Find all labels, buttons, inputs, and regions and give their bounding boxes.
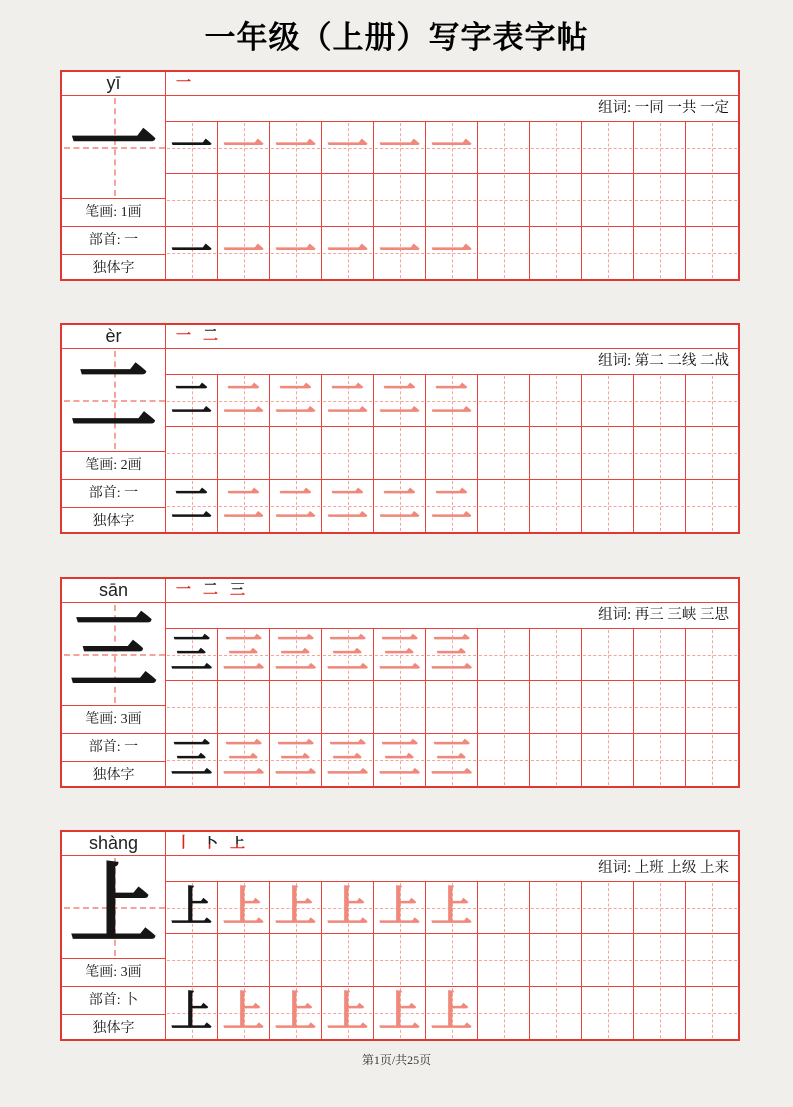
practice-cell xyxy=(530,987,582,1039)
model-character: 二 xyxy=(69,351,158,448)
block-right-column xyxy=(166,832,738,1039)
practice-cell xyxy=(530,882,582,934)
practice-cell xyxy=(530,681,582,733)
practice-cell xyxy=(322,375,374,427)
practice-cell xyxy=(478,480,530,532)
practice-cell xyxy=(686,427,738,479)
practice-cell xyxy=(426,882,478,934)
character-block xyxy=(60,323,740,534)
practice-cell xyxy=(582,122,634,174)
practice-character-traceable: 二 xyxy=(430,377,473,424)
practice-cell xyxy=(166,934,218,986)
practice-character-traceable: 上 xyxy=(326,884,369,931)
practice-cell xyxy=(478,427,530,479)
model-character: 一 xyxy=(69,98,158,195)
practice-cell xyxy=(478,987,530,1039)
practice-character-traceable: 一 xyxy=(378,124,421,171)
practice-character-black: 上 xyxy=(170,884,213,931)
practice-cell xyxy=(270,734,322,786)
practice-cell xyxy=(322,934,374,986)
practice-cell xyxy=(426,174,478,226)
practice-character-black: 三 xyxy=(170,631,213,678)
practice-cell xyxy=(634,987,686,1039)
stroke-order-step: 二 xyxy=(203,582,219,598)
practice-cell xyxy=(478,734,530,786)
practice-cell xyxy=(530,375,582,427)
practice-character-traceable: 三 xyxy=(378,736,421,783)
practice-cell xyxy=(322,227,374,279)
practice-cell xyxy=(634,882,686,934)
practice-cell xyxy=(426,427,478,479)
practice-cell xyxy=(686,934,738,986)
practice-cell xyxy=(426,227,478,279)
practice-character-traceable: 一 xyxy=(430,229,473,276)
practice-character-traceable: 上 xyxy=(222,989,265,1036)
block-right-column xyxy=(166,72,738,279)
practice-character-traceable: 二 xyxy=(378,377,421,424)
practice-cell xyxy=(374,681,426,733)
practice-cell xyxy=(530,227,582,279)
structure-label: 独体字 xyxy=(92,1021,135,1036)
practice-cell xyxy=(478,629,530,681)
practice-character-traceable: 一 xyxy=(274,124,317,171)
pinyin-label: shàng xyxy=(62,832,165,856)
practice-character-traceable: 二 xyxy=(326,482,369,529)
practice-cell xyxy=(686,174,738,226)
stroke-order-step: 上 xyxy=(230,835,246,851)
practice-character-black: 二 xyxy=(170,482,213,529)
practice-cell xyxy=(270,174,322,226)
practice-grid xyxy=(166,629,738,786)
practice-character-traceable: 上 xyxy=(378,884,421,931)
block-left-column xyxy=(62,579,166,786)
practice-cell xyxy=(218,882,270,934)
practice-cell xyxy=(426,480,478,532)
model-character: 上 xyxy=(69,858,158,955)
practice-cell xyxy=(322,882,374,934)
model-character-cell xyxy=(62,349,165,452)
practice-cell xyxy=(634,174,686,226)
practice-character-traceable: 三 xyxy=(222,631,265,678)
practice-cell xyxy=(322,681,374,733)
practice-cell xyxy=(426,681,478,733)
character-block xyxy=(60,577,740,788)
structure-label: 独体字 xyxy=(92,768,135,783)
practice-cell xyxy=(634,934,686,986)
practice-cell xyxy=(686,882,738,934)
practice-cell xyxy=(218,934,270,986)
practice-character-traceable: 一 xyxy=(378,229,421,276)
block-left-column xyxy=(62,72,166,279)
practice-character-traceable: 一 xyxy=(326,124,369,171)
practice-cell xyxy=(270,934,322,986)
stroke-order-row xyxy=(166,72,738,96)
stroke-order-step: 一 xyxy=(176,328,192,344)
practice-cell xyxy=(582,427,634,479)
radical-label: 部首: 一 xyxy=(62,480,165,508)
practice-cell xyxy=(166,122,218,174)
practice-cell xyxy=(686,480,738,532)
practice-cell xyxy=(322,480,374,532)
character-block xyxy=(60,830,740,1041)
practice-cell xyxy=(166,480,218,532)
practice-cell xyxy=(166,987,218,1039)
practice-character-black: 三 xyxy=(170,736,213,783)
practice-character-traceable: 上 xyxy=(222,884,265,931)
block-left-column xyxy=(62,325,166,532)
practice-cell xyxy=(218,227,270,279)
practice-cell xyxy=(530,734,582,786)
practice-cell xyxy=(634,681,686,733)
practice-cell xyxy=(478,882,530,934)
practice-cell xyxy=(634,480,686,532)
practice-character-traceable: 三 xyxy=(430,631,473,678)
practice-cell xyxy=(218,987,270,1039)
model-character-cell xyxy=(62,603,165,706)
practice-cell xyxy=(634,227,686,279)
practice-cell xyxy=(426,375,478,427)
practice-character-traceable: 一 xyxy=(274,229,317,276)
practice-cell xyxy=(322,174,374,226)
word-examples-label: 组词: 一同 一共 一定 xyxy=(166,96,738,122)
practice-cell xyxy=(582,681,634,733)
practice-cell xyxy=(478,681,530,733)
practice-cell xyxy=(634,427,686,479)
block-right-column xyxy=(166,579,738,786)
practice-cell xyxy=(478,122,530,174)
block-left-column xyxy=(62,832,166,1039)
practice-cell xyxy=(530,174,582,226)
radical-label: 部首: 卜 xyxy=(62,987,165,1015)
practice-character-black: 上 xyxy=(170,989,213,1036)
practice-cell xyxy=(374,122,426,174)
practice-character-traceable: 三 xyxy=(222,736,265,783)
practice-cell xyxy=(686,122,738,174)
practice-character-traceable: 二 xyxy=(430,482,473,529)
radical-label: 部首: 一 xyxy=(62,227,165,255)
practice-character-traceable: 三 xyxy=(274,736,317,783)
stroke-order-step: 丨 xyxy=(176,835,192,851)
practice-character-traceable: 上 xyxy=(274,884,317,931)
stroke-order-step: 一 xyxy=(176,75,192,91)
practice-cell xyxy=(166,734,218,786)
practice-cell xyxy=(582,480,634,532)
practice-character-black: 二 xyxy=(170,377,213,424)
practice-cell xyxy=(478,174,530,226)
practice-cell xyxy=(166,174,218,226)
practice-character-traceable: 三 xyxy=(378,631,421,678)
practice-cell xyxy=(270,427,322,479)
practice-cell xyxy=(374,174,426,226)
practice-cell xyxy=(686,227,738,279)
practice-cell xyxy=(686,629,738,681)
practice-cell xyxy=(166,681,218,733)
page-number-indicator: 第1页/共25页 xyxy=(361,1053,432,1067)
practice-cell xyxy=(374,987,426,1039)
practice-cell xyxy=(426,734,478,786)
practice-cell xyxy=(166,882,218,934)
practice-cell xyxy=(426,122,478,174)
practice-character-traceable: 一 xyxy=(326,229,369,276)
word-examples-label: 组词: 第二 二线 二战 xyxy=(166,349,738,375)
practice-cell xyxy=(582,987,634,1039)
stroke-order-step: 一 xyxy=(176,582,192,598)
practice-character-traceable: 一 xyxy=(222,229,265,276)
practice-cell xyxy=(322,122,374,174)
practice-character-traceable: 上 xyxy=(378,989,421,1036)
pinyin-label: èr xyxy=(62,325,165,349)
practice-grid xyxy=(166,882,738,1039)
stroke-count-label: 笔画: 1画 xyxy=(62,199,165,227)
practice-character-traceable: 上 xyxy=(430,884,473,931)
practice-character-traceable: 一 xyxy=(222,124,265,171)
stroke-order-step: 三 xyxy=(230,582,246,598)
practice-cell xyxy=(374,480,426,532)
practice-cell xyxy=(270,480,322,532)
practice-cell xyxy=(374,882,426,934)
practice-cell xyxy=(530,934,582,986)
practice-cell xyxy=(478,934,530,986)
practice-character-traceable: 二 xyxy=(378,482,421,529)
stroke-count-label: 笔画: 2画 xyxy=(62,452,165,480)
practice-character-traceable: 三 xyxy=(326,631,369,678)
practice-character-traceable: 三 xyxy=(326,736,369,783)
stroke-order-step: 卜 xyxy=(203,835,219,851)
practice-cell xyxy=(322,734,374,786)
practice-cell xyxy=(374,375,426,427)
practice-cell xyxy=(634,734,686,786)
practice-cell xyxy=(686,734,738,786)
practice-cell xyxy=(582,934,634,986)
stroke-order-row xyxy=(166,325,738,349)
practice-character-traceable: 三 xyxy=(274,631,317,678)
practice-cell xyxy=(218,427,270,479)
practice-cell xyxy=(166,375,218,427)
practice-cell xyxy=(218,681,270,733)
practice-cell xyxy=(530,427,582,479)
practice-cell xyxy=(686,375,738,427)
practice-cell xyxy=(218,122,270,174)
pinyin-label: sān xyxy=(62,579,165,603)
practice-cell xyxy=(634,122,686,174)
practice-cell xyxy=(270,987,322,1039)
practice-cell xyxy=(686,681,738,733)
practice-cell xyxy=(426,934,478,986)
practice-character-traceable: 一 xyxy=(430,124,473,171)
practice-grid xyxy=(166,375,738,532)
stroke-order-step: 二 xyxy=(203,328,219,344)
practice-cell xyxy=(374,934,426,986)
practice-character-black: 一 xyxy=(170,124,213,171)
practice-cell xyxy=(530,122,582,174)
practice-cell xyxy=(426,987,478,1039)
stroke-order-row xyxy=(166,579,738,603)
practice-character-traceable: 二 xyxy=(222,482,265,529)
practice-character-traceable: 二 xyxy=(326,377,369,424)
practice-cell xyxy=(322,629,374,681)
practice-cell xyxy=(166,629,218,681)
practice-character-traceable: 二 xyxy=(274,377,317,424)
practice-cell xyxy=(634,629,686,681)
practice-cell xyxy=(374,427,426,479)
practice-character-traceable: 上 xyxy=(430,989,473,1036)
radical-label: 部首: 一 xyxy=(62,734,165,762)
practice-cell xyxy=(218,375,270,427)
practice-cell xyxy=(270,882,322,934)
practice-cell xyxy=(530,629,582,681)
page-title: 一年级（上册）写字表字帖 xyxy=(204,20,589,55)
practice-grid xyxy=(166,122,738,279)
practice-cell xyxy=(270,375,322,427)
practice-cell xyxy=(582,882,634,934)
word-examples-label: 组词: 上班 上级 上来 xyxy=(166,856,738,882)
practice-cell xyxy=(582,375,634,427)
practice-cell xyxy=(270,122,322,174)
model-character: 三 xyxy=(69,605,158,702)
stroke-order-row xyxy=(166,832,738,856)
practice-cell xyxy=(218,734,270,786)
practice-cell xyxy=(218,174,270,226)
practice-cell xyxy=(582,734,634,786)
practice-cell xyxy=(374,629,426,681)
practice-character-traceable: 上 xyxy=(274,989,317,1036)
practice-cell xyxy=(426,629,478,681)
practice-cell xyxy=(582,227,634,279)
practice-cell xyxy=(634,375,686,427)
practice-cell xyxy=(582,629,634,681)
practice-character-traceable: 二 xyxy=(274,482,317,529)
practice-cell xyxy=(478,375,530,427)
practice-cell xyxy=(530,480,582,532)
practice-character-black: 一 xyxy=(170,229,213,276)
model-character-cell xyxy=(62,856,165,959)
pinyin-label: yī xyxy=(62,72,165,96)
structure-label: 独体字 xyxy=(92,261,135,276)
practice-cell xyxy=(218,480,270,532)
block-right-column xyxy=(166,325,738,532)
practice-cell xyxy=(374,227,426,279)
stroke-count-label: 笔画: 3画 xyxy=(62,959,165,987)
practice-cell xyxy=(166,427,218,479)
practice-cell xyxy=(374,734,426,786)
model-character-cell xyxy=(62,96,165,199)
practice-cell xyxy=(582,174,634,226)
practice-cell xyxy=(686,987,738,1039)
practice-cell xyxy=(218,629,270,681)
practice-cell xyxy=(322,987,374,1039)
stroke-count-label: 笔画: 3画 xyxy=(62,706,165,734)
practice-character-traceable: 上 xyxy=(326,989,369,1036)
practice-cell xyxy=(270,629,322,681)
word-examples-label: 组词: 再三 三峡 三思 xyxy=(166,603,738,629)
practice-cell xyxy=(270,227,322,279)
practice-cell xyxy=(166,227,218,279)
practice-character-traceable: 三 xyxy=(430,736,473,783)
practice-cell xyxy=(478,227,530,279)
character-block xyxy=(60,70,740,281)
structure-label: 独体字 xyxy=(92,514,135,529)
practice-character-traceable: 二 xyxy=(222,377,265,424)
practice-cell xyxy=(322,427,374,479)
practice-cell xyxy=(270,681,322,733)
